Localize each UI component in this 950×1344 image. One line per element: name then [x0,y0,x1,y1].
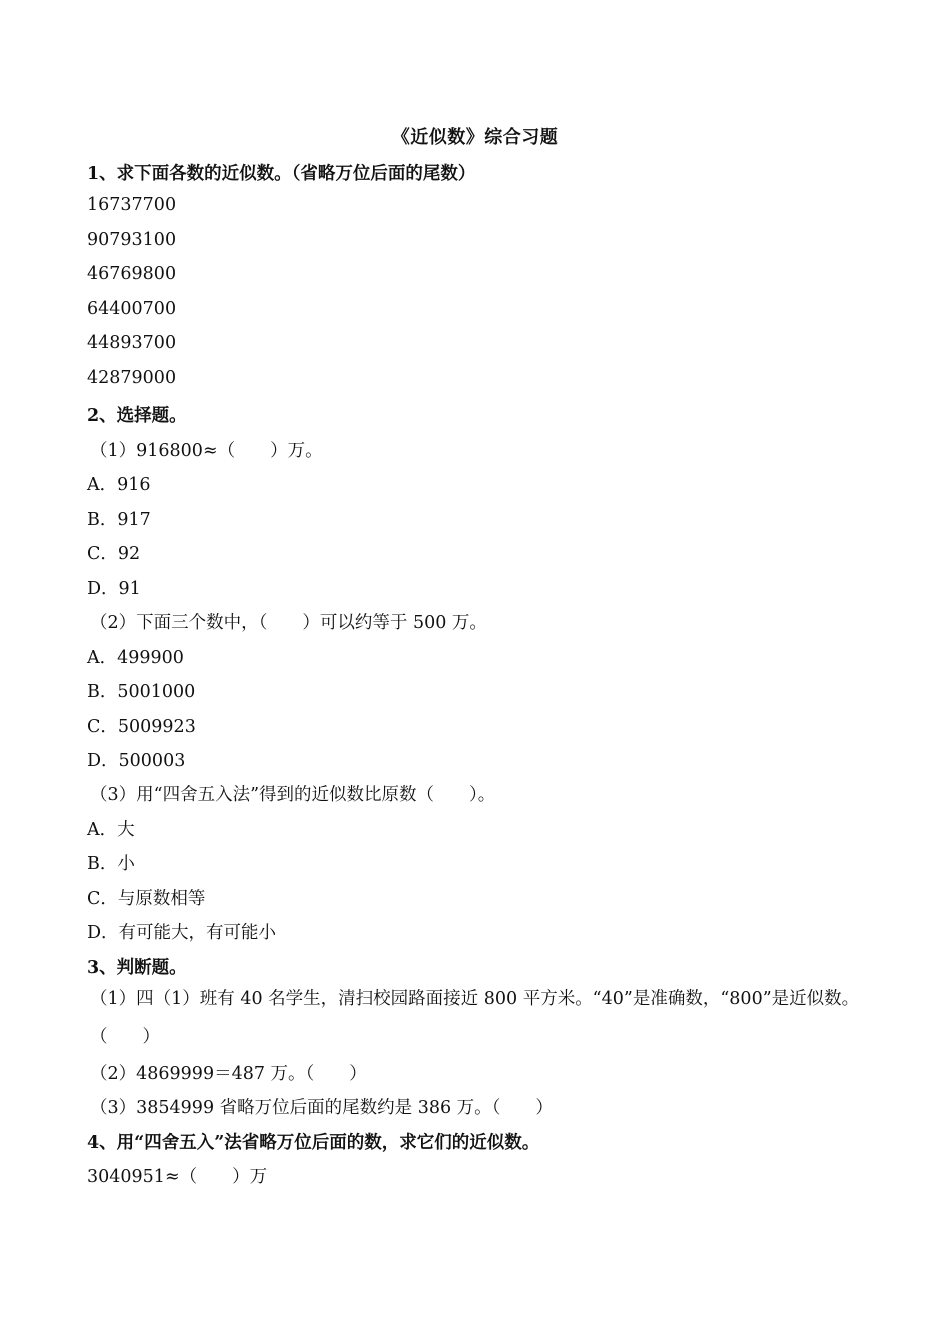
number-item: 42879000 [87,368,177,388]
option-item: C．92 [87,544,141,564]
number-item: 44893700 [87,333,177,353]
section-4-heading: 4、用“四舍五入”法省略万位后面的数，求它们的近似数。 [87,1133,540,1153]
rounding-item: 3040951≈（ ）万 [87,1167,268,1187]
option-item: A．大 [87,820,135,840]
option-item: D．500003 [87,751,186,771]
section-3-heading: 3、判断题。 [87,958,187,978]
number-item: 46769800 [87,264,177,284]
judgment-item: （3）3854999 省略万位后面的尾数约是 386 万。（ ） [90,1098,553,1118]
document-title: 《近似数》综合习题 [391,127,559,148]
option-item: B．5001000 [87,682,196,702]
option-item: A．916 [87,475,151,495]
judgment-item: （1）四（1）班有 40 名学生，清扫校园路面接近 800 平方米。“40”是准确数，“800”是近似数。（ ） [90,989,860,1047]
option-item: B．917 [87,510,151,530]
question-stem: （2）下面三个数中，（ ）可以约等于 500 万。 [90,613,487,633]
question-stem: （3）用“四舍五入法”得到的近似数比原数（ ）。 [90,785,496,805]
option-item: B．小 [87,854,135,874]
option-item: A．499900 [87,648,184,668]
option-item: C．与原数相等 [87,889,206,909]
option-item: C．5009923 [87,717,196,737]
section-1-heading: 1、求下面各数的近似数。（省略万位后面的尾数） [87,164,476,184]
judgment-item: （2）4869999＝487 万。（ ） [90,1064,367,1084]
number-item: 64400700 [87,299,177,319]
section-2-heading: 2、选择题。 [87,406,187,426]
question-stem: （1）916800≈（ ）万。 [90,441,323,461]
option-item: D．91 [87,579,141,599]
number-item: 90793100 [87,230,177,250]
option-item: D．有可能大，有可能小 [87,923,277,943]
number-item: 16737700 [87,195,177,215]
